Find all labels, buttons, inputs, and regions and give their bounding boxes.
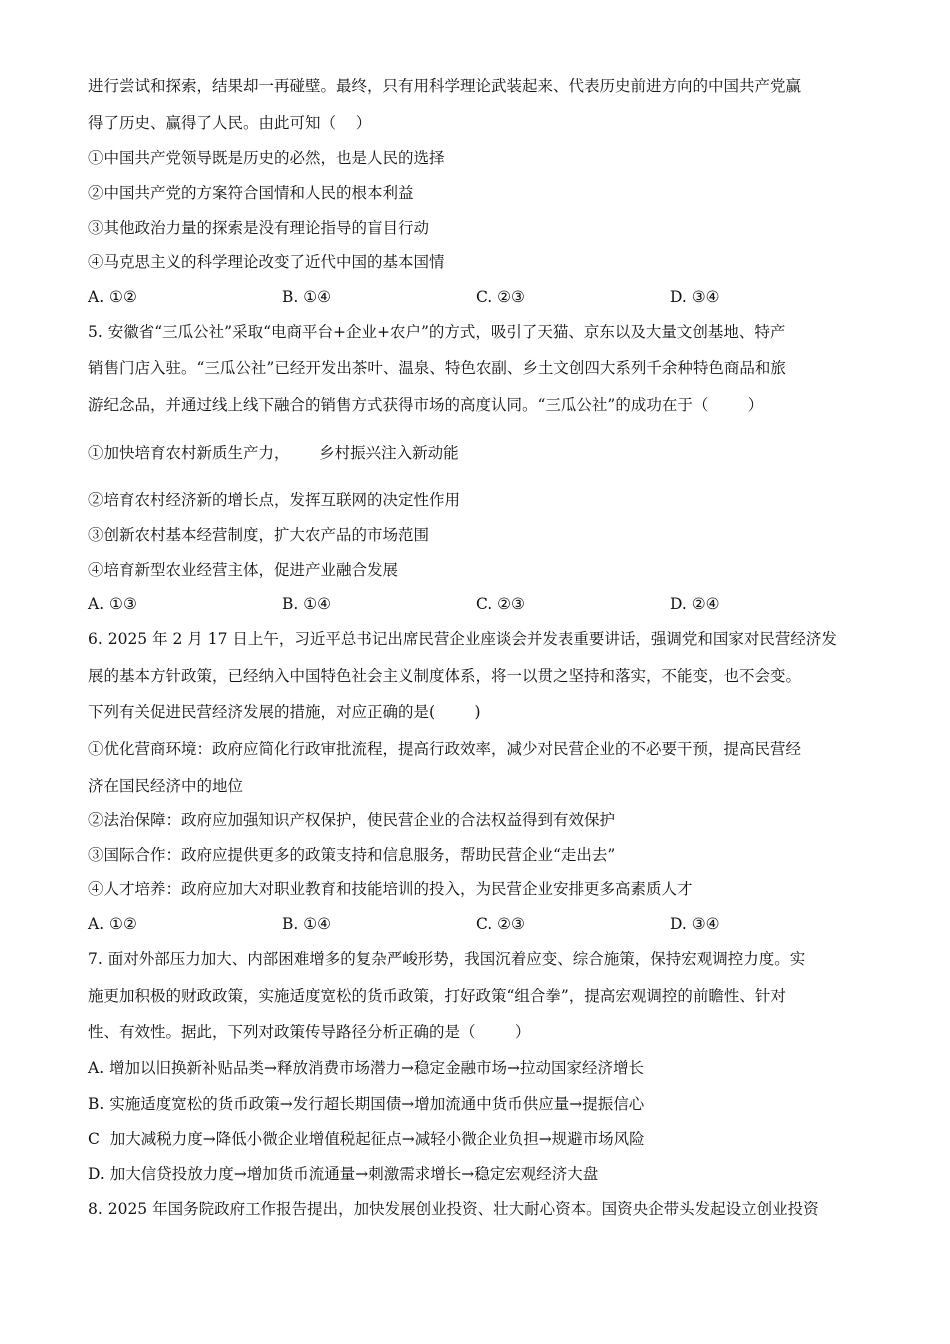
q5-item-2: ②培育农村经济新的增长点，发挥互联网的决定性作用 [88, 491, 461, 509]
q4-stem-line-2: 得了历史、赢得了人民。由此可知（ ） [88, 114, 372, 132]
q7-stem-line-1: 7. 面对外部压力加大、内部困难增多的复杂严峻形势，我国沉着应变、综合施策，保持宏观调控力度。实 [88, 950, 806, 968]
q6-stem-line-2: 展的基本方针政策，已经纳入中国特色社会主义制度体系，将一以贯之坚持和落实，不能变，也不会变。 [88, 667, 802, 685]
q5-option-d: D. ②④ [670, 595, 720, 613]
q5-item-1: ①加快培育农村新质生产力， 乡村振兴注入新动能 [88, 444, 459, 462]
q4-item-3: ③其他政治力量的探索是没有理论指导的盲目行动 [88, 219, 430, 237]
q7-option-d: D. 加大信贷投放力度→增加货币流通量→刺激需求增长→稳定宏观经济大盘 [88, 1165, 599, 1183]
q7-option-c: C 加大减税力度→降低小微企业增值税起征点→减轻小微企业负担→规避市场风险 [88, 1130, 645, 1148]
q6-item-2: ②法治保障：政府应加强知识产权保护，使民营企业的合法权益得到有效保护 [88, 811, 616, 829]
q5-option-c: C. ②③ [476, 595, 525, 613]
q4-option-c: C. ②③ [476, 288, 525, 306]
q6-item-1-line-2: 济在国民经济中的地位 [88, 777, 244, 795]
q4-option-d: D. ③④ [670, 288, 720, 306]
q7-stem-line-2: 施更加积极的财政政策，实施适度宽松的货币政策，打好政策“组合拳”，提高宏观调控的前瞻性、针对 [88, 987, 786, 1005]
q6-option-b: B. ①④ [282, 915, 332, 933]
q6-stem-line-3: 下列有关促进民营经济发展的措施，对应正确的是( ) [88, 703, 481, 721]
q4-item-4: ④马克思主义的科学理论改变了近代中国的基本国情 [88, 253, 445, 271]
q5-option-a: A. ①③ [88, 595, 137, 613]
q4-option-a: A. ①② [88, 288, 137, 306]
q4-stem-line-1: 进行尝试和探索，结果却一再碰壁。最终，只有用科学理论武装起来、代表历史前进方向的中国共产党赢 [88, 77, 802, 95]
q5-item-3: ③创新农村基本经营制度，扩大农产品的市场范围 [88, 526, 430, 544]
q4-item-2: ②中国共产党的方案符合国情和人民的根本利益 [88, 184, 414, 202]
q6-option-d: D. ③④ [670, 915, 720, 933]
q6-option-c: C. ②③ [476, 915, 525, 933]
q6-option-a: A. ①② [88, 915, 137, 933]
q4-option-b: B. ①④ [282, 288, 332, 306]
q4-item-1: ①中国共产党领导既是历史的必然，也是人民的选择 [88, 149, 445, 167]
q5-stem-line-3: 游纪念品，并通过线上线下融合的销售方式获得市场的高度认同。“三瓜公社”的成功在于（ ） [88, 396, 764, 414]
q6-stem-line-1: 6. 2025 年 2 月 17 日上午，习近平总书记出席民营企业座谈会并发表重要讲话，强调党和国家对民营经济发 [88, 630, 837, 648]
q5-stem-line-1: 5. 安徽省“三瓜公社”采取“电商平台+企业+农户”的方式，吸引了天猫、京东以及大量文创基地、特产 [88, 323, 786, 341]
q6-item-3: ③国际合作：政府应提供更多的政策支持和信息服务，帮助民营企业“走出去” [88, 846, 616, 864]
q5-option-b: B. ①④ [282, 595, 332, 613]
q6-item-1-line-1: ①优化营商环境：政府应简化行政审批流程，提高行政效率，减少对民营企业的不必要干预，提高民营经 [88, 740, 802, 758]
q5-item-4: ④培育新型农业经营主体，促进产业融合发展 [88, 561, 399, 579]
q7-stem-line-3: 性、有效性。据此，下列对政策传导路径分析正确的是（ ） [88, 1023, 531, 1041]
q5-stem-line-2: 销售门店入驻。“三瓜公社”已经开发出茶叶、温泉、特色农副、乡土文创四大系列千余种特色商品和旅 [88, 359, 786, 377]
q8-stem-line-1: 8. 2025 年国务院政府工作报告提出，加快发展创业投资、壮大耐心资本。国资央企带头发起设立创业投资 [88, 1200, 819, 1218]
q7-option-b: B. 实施适度宽松的货币政策→发行超长期国债→增加流通中货币供应量→提振信心 [88, 1095, 645, 1113]
q7-option-a: A. 增加以旧换新补贴品类→释放消费市场潜力→稳定金融市场→拉动国家经济增长 [88, 1059, 645, 1077]
q6-item-4: ④人才培养：政府应加大对职业教育和技能培训的投入，为民营企业安排更多高素质人才 [88, 880, 693, 898]
